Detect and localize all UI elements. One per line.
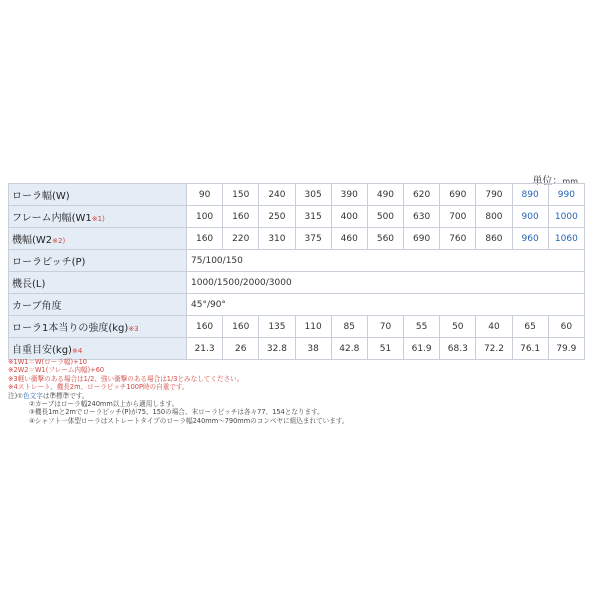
table-cell: 90 xyxy=(187,184,223,206)
table-cell: 160 xyxy=(223,206,259,228)
table-row xyxy=(9,272,585,294)
row-label-note-mark: ※2) xyxy=(52,237,66,245)
row-label xyxy=(9,338,187,360)
row-label xyxy=(9,272,187,294)
table-cell: 110 xyxy=(295,316,331,338)
table-cell: 460 xyxy=(331,228,367,250)
note-2: ※2W2＝W1(フレーム内幅)+60 xyxy=(8,366,105,375)
table-cell: 76.1 xyxy=(512,338,548,360)
table-cell: 700 xyxy=(440,206,476,228)
table-cell: 42.8 xyxy=(331,338,367,360)
table-cell: 220 xyxy=(223,228,259,250)
caution-2: ②カーブはローラ幅240mm以上から適用します。 xyxy=(29,400,179,409)
table-cell: 70 xyxy=(367,316,403,338)
row-label xyxy=(9,316,187,338)
table-cell: 38 xyxy=(295,338,331,360)
note-3: ※3軽い衝撃のある場合は1/2、強い衝撃のある場合は1/3とみなしてください。 xyxy=(8,374,244,383)
table-cell: 60 xyxy=(548,316,584,338)
table-row xyxy=(9,250,585,272)
table-cell: 310 xyxy=(259,228,295,250)
table-cell: 85 xyxy=(331,316,367,338)
row-label xyxy=(9,294,187,316)
table-cell: 560 xyxy=(367,228,403,250)
caution-1-suffix: は準標準です。 xyxy=(42,391,89,400)
table-row xyxy=(9,338,585,360)
table-cell: 250 xyxy=(259,206,295,228)
table-cell: 72.2 xyxy=(476,338,512,360)
table-cell: 1060 xyxy=(548,228,584,250)
note-1: ※1W1＝W(ローラ幅)+10 xyxy=(8,358,87,366)
row-label-text: 機幅(W2 xyxy=(12,235,53,246)
table-cell: 65 xyxy=(512,316,548,338)
table-cell: 240 xyxy=(259,184,295,206)
table-cell: 55 xyxy=(404,316,440,338)
table-cell: 900 xyxy=(512,206,548,228)
table-cell: 315 xyxy=(295,206,331,228)
row-label xyxy=(9,206,187,228)
table-row xyxy=(9,184,585,206)
caution-1 xyxy=(8,392,593,400)
table-cell-wide: 45°/90° xyxy=(187,294,585,316)
table-cell: 160 xyxy=(187,228,223,250)
table-cell: 990 xyxy=(548,184,584,206)
row-label-text: ローラピッチ(P) xyxy=(12,257,86,268)
table-cell: 960 xyxy=(512,228,548,250)
table-cell: 135 xyxy=(259,316,295,338)
table-cell: 21.3 xyxy=(187,338,223,360)
unit-value: mm xyxy=(562,177,578,186)
table-cell: 490 xyxy=(367,184,403,206)
table-cell-wide: 75/100/150 xyxy=(187,250,585,272)
table-cell: 1000 xyxy=(548,206,584,228)
table-cell: 690 xyxy=(440,184,476,206)
table-row xyxy=(9,228,585,250)
notes-section xyxy=(8,358,593,425)
row-label-text: カーブ角度 xyxy=(12,301,62,312)
table-cell: 375 xyxy=(295,228,331,250)
row-label-text: ローラ幅(W) xyxy=(12,191,70,202)
row-label xyxy=(9,184,187,206)
row-label-text: フレーム内幅(W1 xyxy=(12,213,92,224)
row-label xyxy=(9,228,187,250)
spec-table xyxy=(8,183,585,360)
table-cell: 51 xyxy=(367,338,403,360)
row-label-note-mark: ※1) xyxy=(91,215,105,223)
table-cell: 305 xyxy=(295,184,331,206)
table-cell: 860 xyxy=(476,228,512,250)
table-cell: 68.3 xyxy=(440,338,476,360)
table-cell: 160 xyxy=(223,316,259,338)
table-cell: 760 xyxy=(440,228,476,250)
row-label xyxy=(9,250,187,272)
row-label-text: 機長(L) xyxy=(12,279,46,290)
table-cell: 800 xyxy=(476,206,512,228)
row-label-text: 自重目安(kg) xyxy=(12,345,72,356)
caution-1-prefix: 注)① xyxy=(8,391,24,400)
row-label-note-mark: ※4 xyxy=(71,347,83,355)
table-row xyxy=(9,294,585,316)
table-cell: 160 xyxy=(187,316,223,338)
unit-prefix: 単位： xyxy=(532,176,563,187)
table-cell: 61.9 xyxy=(404,338,440,360)
caution-1-highlight: 色文字 xyxy=(23,391,43,400)
table-cell: 79.9 xyxy=(548,338,584,360)
table-cell: 150 xyxy=(223,184,259,206)
table-cell: 390 xyxy=(331,184,367,206)
note-4: ※4ストレート、機長2m、ローラピッチ100P時の自重です。 xyxy=(8,383,189,392)
table-cell: 630 xyxy=(404,206,440,228)
table-cell: 500 xyxy=(367,206,403,228)
table-cell: 620 xyxy=(404,184,440,206)
row-label-text: ローラ1本当りの強度(kg) xyxy=(12,323,129,334)
table-row xyxy=(9,316,585,338)
caution-4: ④シャフト一体型ローラはストレートタイプのローラ幅240mm～790mmのコンベヤに組込まれています。 xyxy=(29,416,349,425)
table-cell: 100 xyxy=(187,206,223,228)
caution-3: ③機長1mと2mでローラピッチ(P)が75、150の場合、末ローラピッチは各々77、154となります。 xyxy=(29,408,324,417)
table-cell: 400 xyxy=(331,206,367,228)
table-cell: 40 xyxy=(476,316,512,338)
table-cell: 26 xyxy=(223,338,259,360)
table-cell: 32.8 xyxy=(259,338,295,360)
table-cell-wide: 1000/1500/2000/3000 xyxy=(187,272,585,294)
table-cell: 890 xyxy=(512,184,548,206)
table-cell: 790 xyxy=(476,184,512,206)
row-label-note-mark: ※3 xyxy=(128,325,139,333)
table-cell: 690 xyxy=(404,228,440,250)
table-row xyxy=(9,206,585,228)
table-cell: 50 xyxy=(440,316,476,338)
